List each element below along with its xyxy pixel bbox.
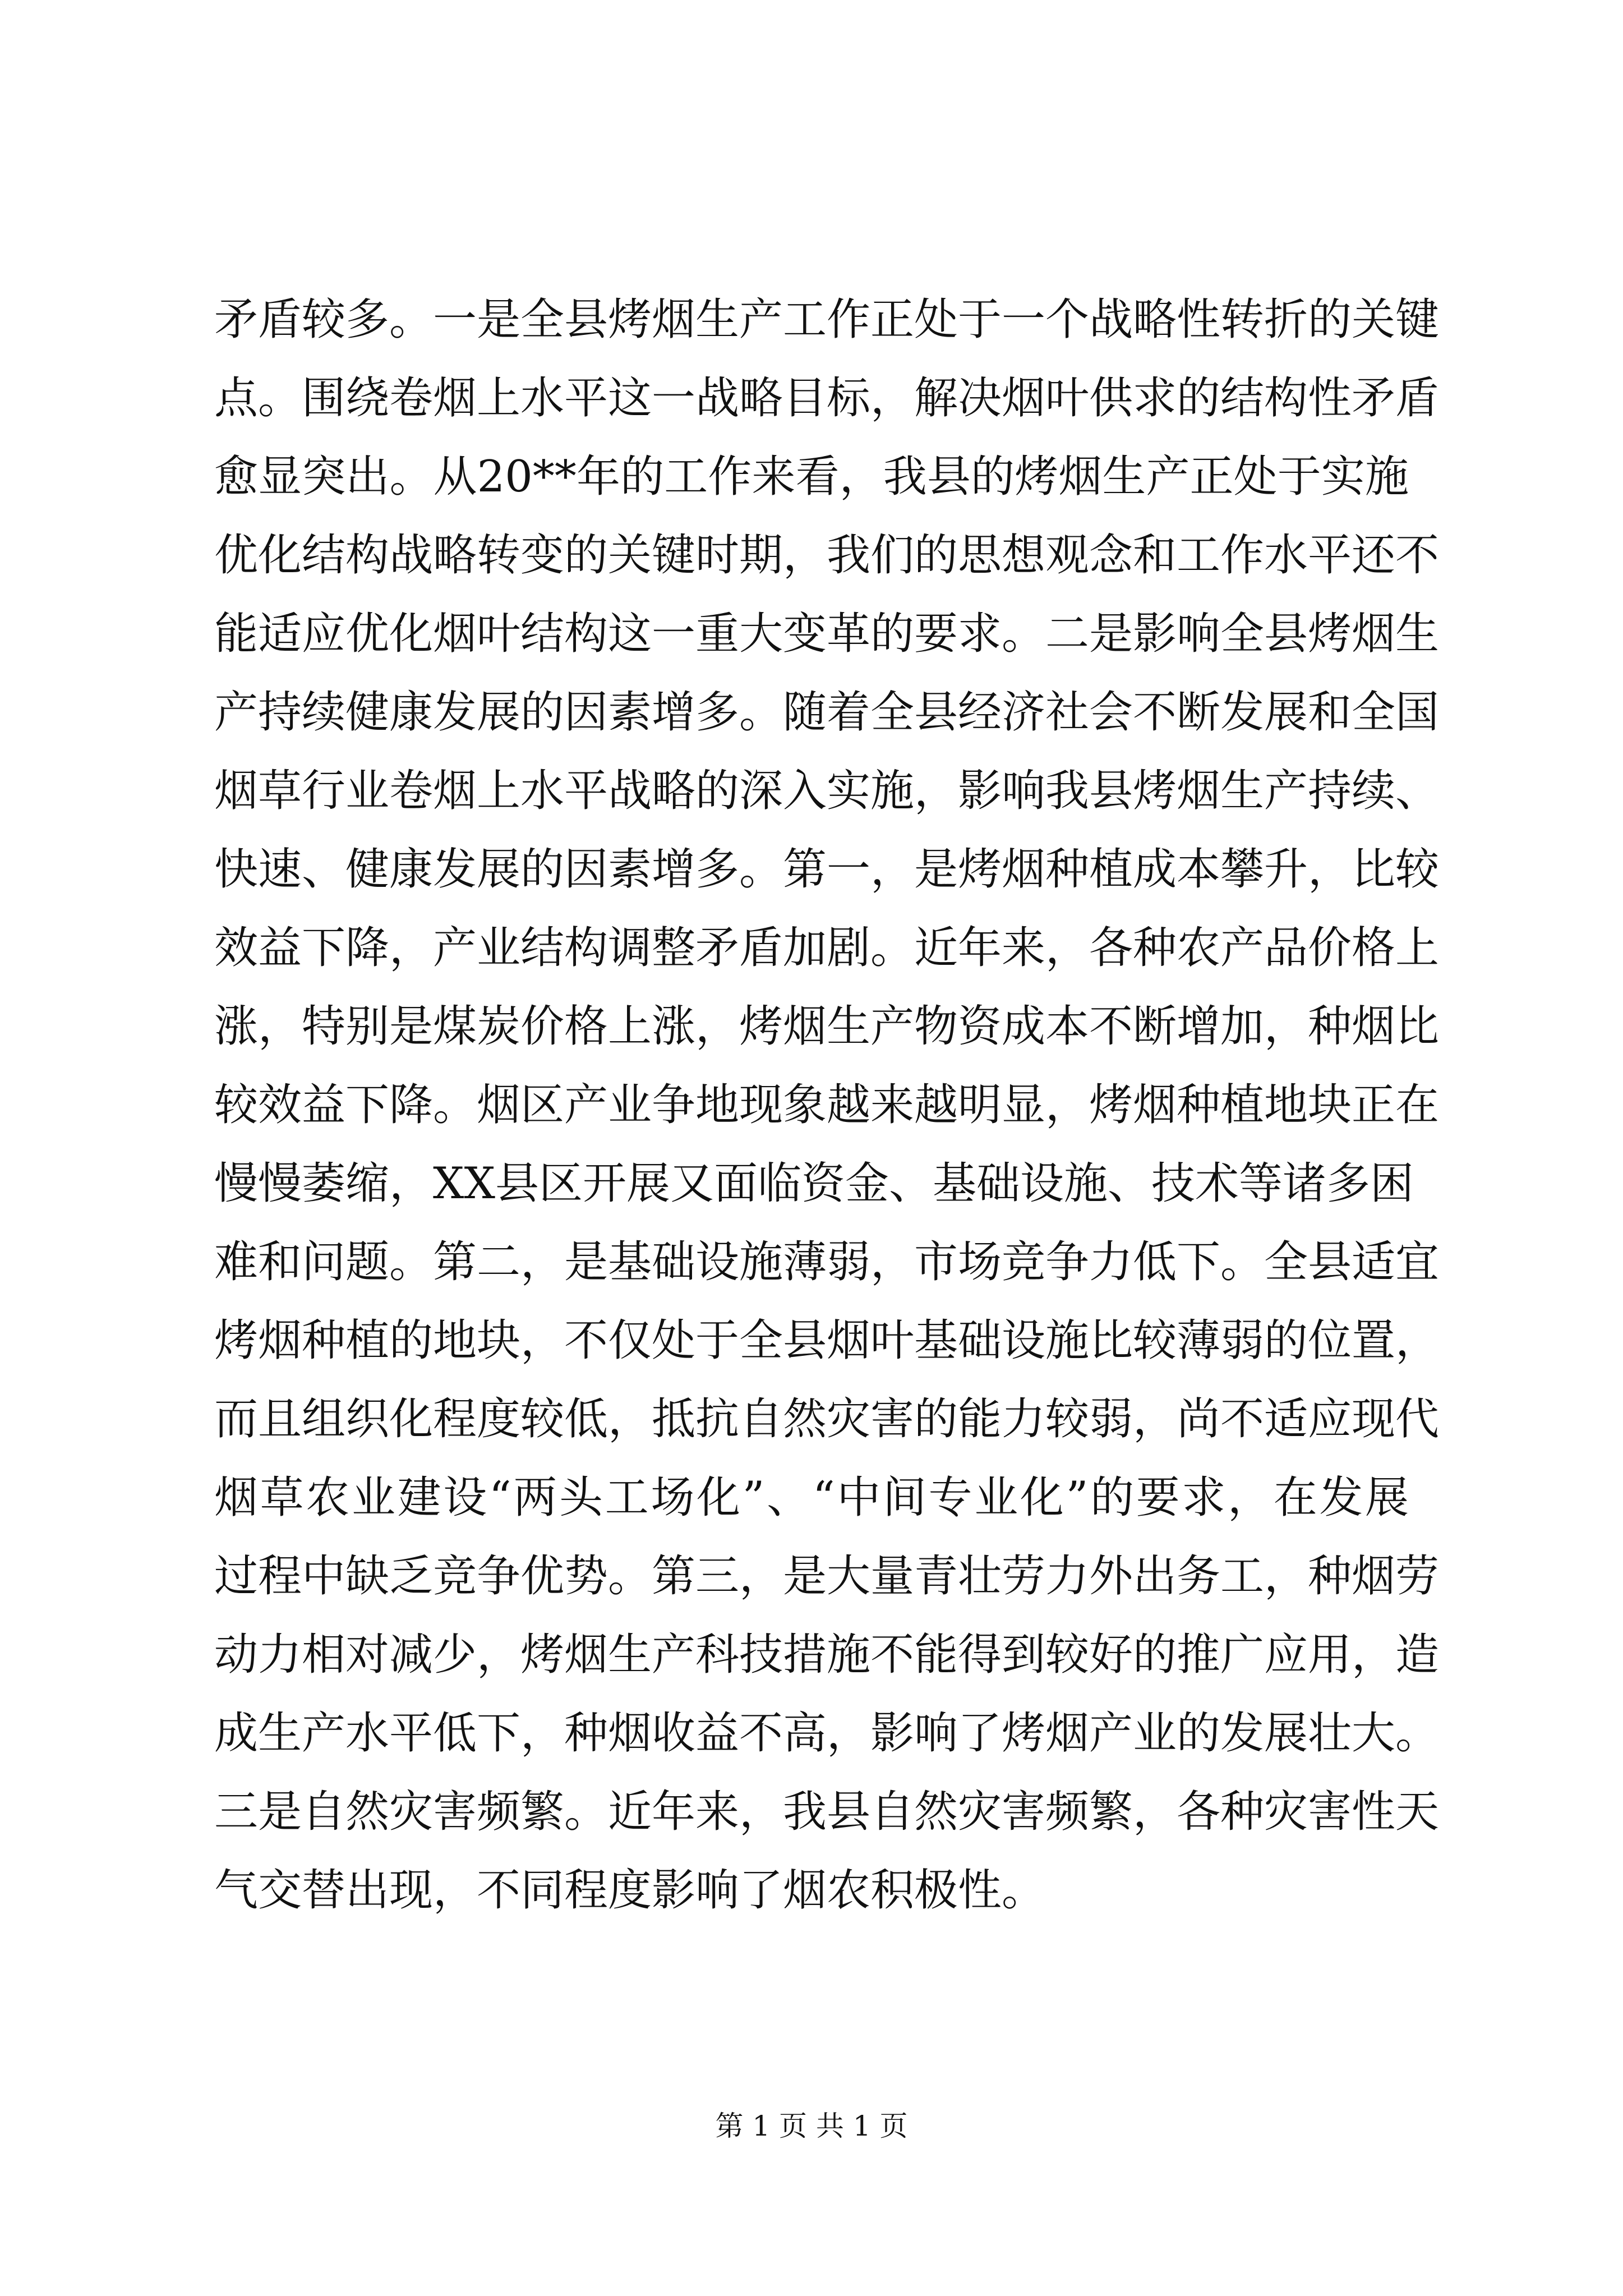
text-line: 成生产水平低下，种烟收益不高，影响了烤烟产业的发展壮大。: [214, 1708, 1440, 1759]
text-line: 愈显突出。从20**年的工作来看，我县的烤烟生产正处于实施: [214, 452, 1409, 502]
text-line: 产持续健康发展的因素增多。随着全县经济社会不断发展和全国: [214, 687, 1440, 738]
text-line: 优化结构战略转变的关键时期，我们的思想观念和工作水平还不: [214, 530, 1440, 581]
text-line: 效益下降，产业结构调整矛盾加剧。近年来，各种农产品价格上: [214, 923, 1440, 973]
text-line: 烟草行业卷烟上水平战略的深入实施，影响我县烤烟生产持续、: [214, 766, 1440, 816]
text-line: 较效益下降。烟区产业争地现象越来越明显，烤烟种植地块正在: [214, 1080, 1440, 1130]
text-line-last: 气交替出现，不同程度影响了烟农积极性。: [214, 1865, 1046, 1916]
text-line: 快速、健康发展的因素增多。第一，是烤烟种植成本攀升，比较: [214, 844, 1440, 895]
text-line: 涨，特别是煤炭价格上涨，烤烟生产物资成本不断增加，种烟比: [214, 1001, 1440, 1052]
text-line: 动力相对减少，烤烟生产科技措施不能得到较好的推广应用，造: [214, 1630, 1440, 1680]
text-line: 三是自然灾害频繁。近年来，我县自然灾害频繁，各种灾害性天: [214, 1787, 1440, 1837]
text-line: 能适应优化烟叶结构这一重大变革的要求。二是影响全县烤烟生: [214, 609, 1440, 659]
text-line: 而且组织化程度较低，抵抗自然灾害的能力较弱，尚不适应现代: [214, 1394, 1440, 1444]
text-line: 烤烟种植的地块，不仅处于全县烟叶基础设施比较薄弱的位置，: [214, 1315, 1440, 1366]
text-line: 矛盾较多。一是全县烤烟生产工作正处于一个战略性转折的关键: [214, 295, 1440, 345]
text-line: 难和问题。第二，是基础设施薄弱，市场竞争力低下。全县适宜: [214, 1237, 1440, 1287]
text-line: 点。围绕卷烟上水平这一战略目标，解决烟叶供求的结构性矛盾: [214, 373, 1440, 424]
page-footer: 第 1 页 共 1 页: [715, 2110, 908, 2142]
text-line: 过程中缺乏竞争优势。第三，是大量青壮劳力外出务工，种烟劳: [214, 1551, 1440, 1602]
text-line: 烟草农业建设“两头工场化”、“中间专业化”的要求，在发展: [214, 1473, 1409, 1523]
text-line: 慢慢萎缩，XX县区开展又面临资金、基础设施、技术等诸多困: [214, 1158, 1414, 1209]
